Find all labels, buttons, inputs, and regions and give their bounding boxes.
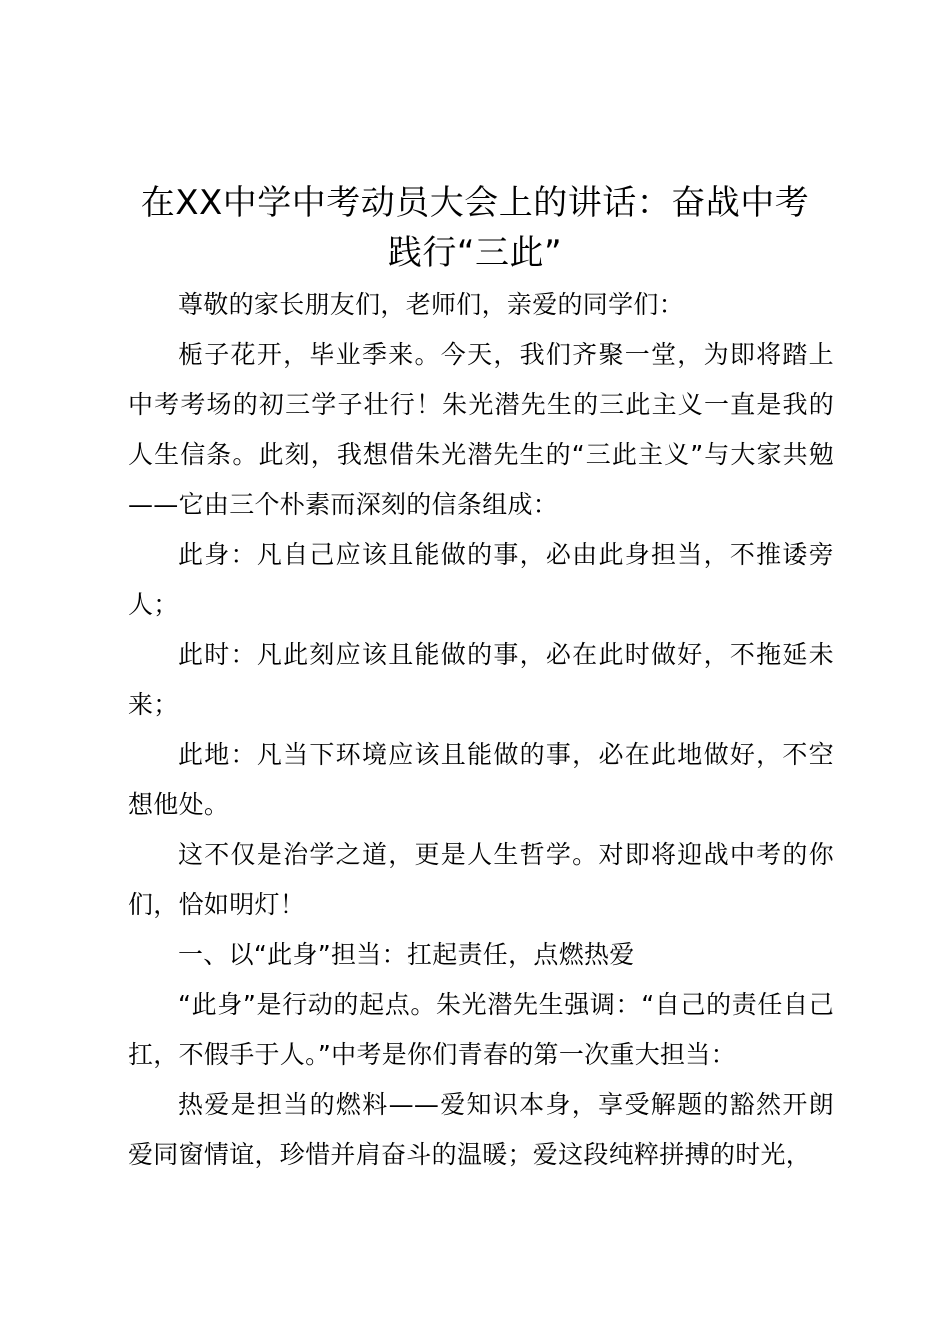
- paragraph-passion: 热爱是担当的燃料——爱知识本身，享受解题的豁然开朗爱同窗情谊，珍惜并肩奋斗的温暖；爱这段纯粹拼搏的时光，: [128, 1090, 834, 1169]
- title-line-2: 践行“三此”: [387, 233, 563, 273]
- paragraph-this-place: 此地：凡当下环境应该且能做的事，必在此地做好，不空想他处。: [128, 740, 834, 819]
- paragraph-intro: 栀子花开，毕业季来。今天，我们齐聚一堂，为即将踏上中考考场的初三学子壮行！朱光潜先生的三此主义一直是我的人生信条。此刻，我想借朱光潜先生的“三此主义”与大家共勉——它由三个朴素而深刻的信条组成：: [128, 340, 834, 519]
- document-body: [128, 280, 834, 1180]
- paragraph-salutation: 尊敬的家长朋友们，老师们，亲爱的同学们：: [178, 290, 685, 319]
- paragraph-section-1-intro: “此身”是行动的起点。朱光潜先生强调：“自己的责任自己扛，不假手于人。”中考是你们青春的第一次重大担当：: [128, 990, 834, 1069]
- title-line-1: 在XX中学中考动员大会上的讲话：奋战中考: [140, 183, 810, 223]
- paragraph-this-time: 此时：凡此刻应该且能做的事，必在此时做好，不拖延未来；: [128, 640, 834, 719]
- document-title: [118, 178, 832, 278]
- paragraph-this-body: 此身：凡自己应该且能做的事，必由此身担当，不推诿旁人；: [128, 540, 834, 619]
- section-heading-1: 一、以“此身”担当：扛起责任，点燃热爱: [178, 940, 635, 969]
- paragraph-philosophy: 这不仅是治学之道，更是人生哲学。对即将迎战中考的你们，恰如明灯！: [128, 840, 834, 919]
